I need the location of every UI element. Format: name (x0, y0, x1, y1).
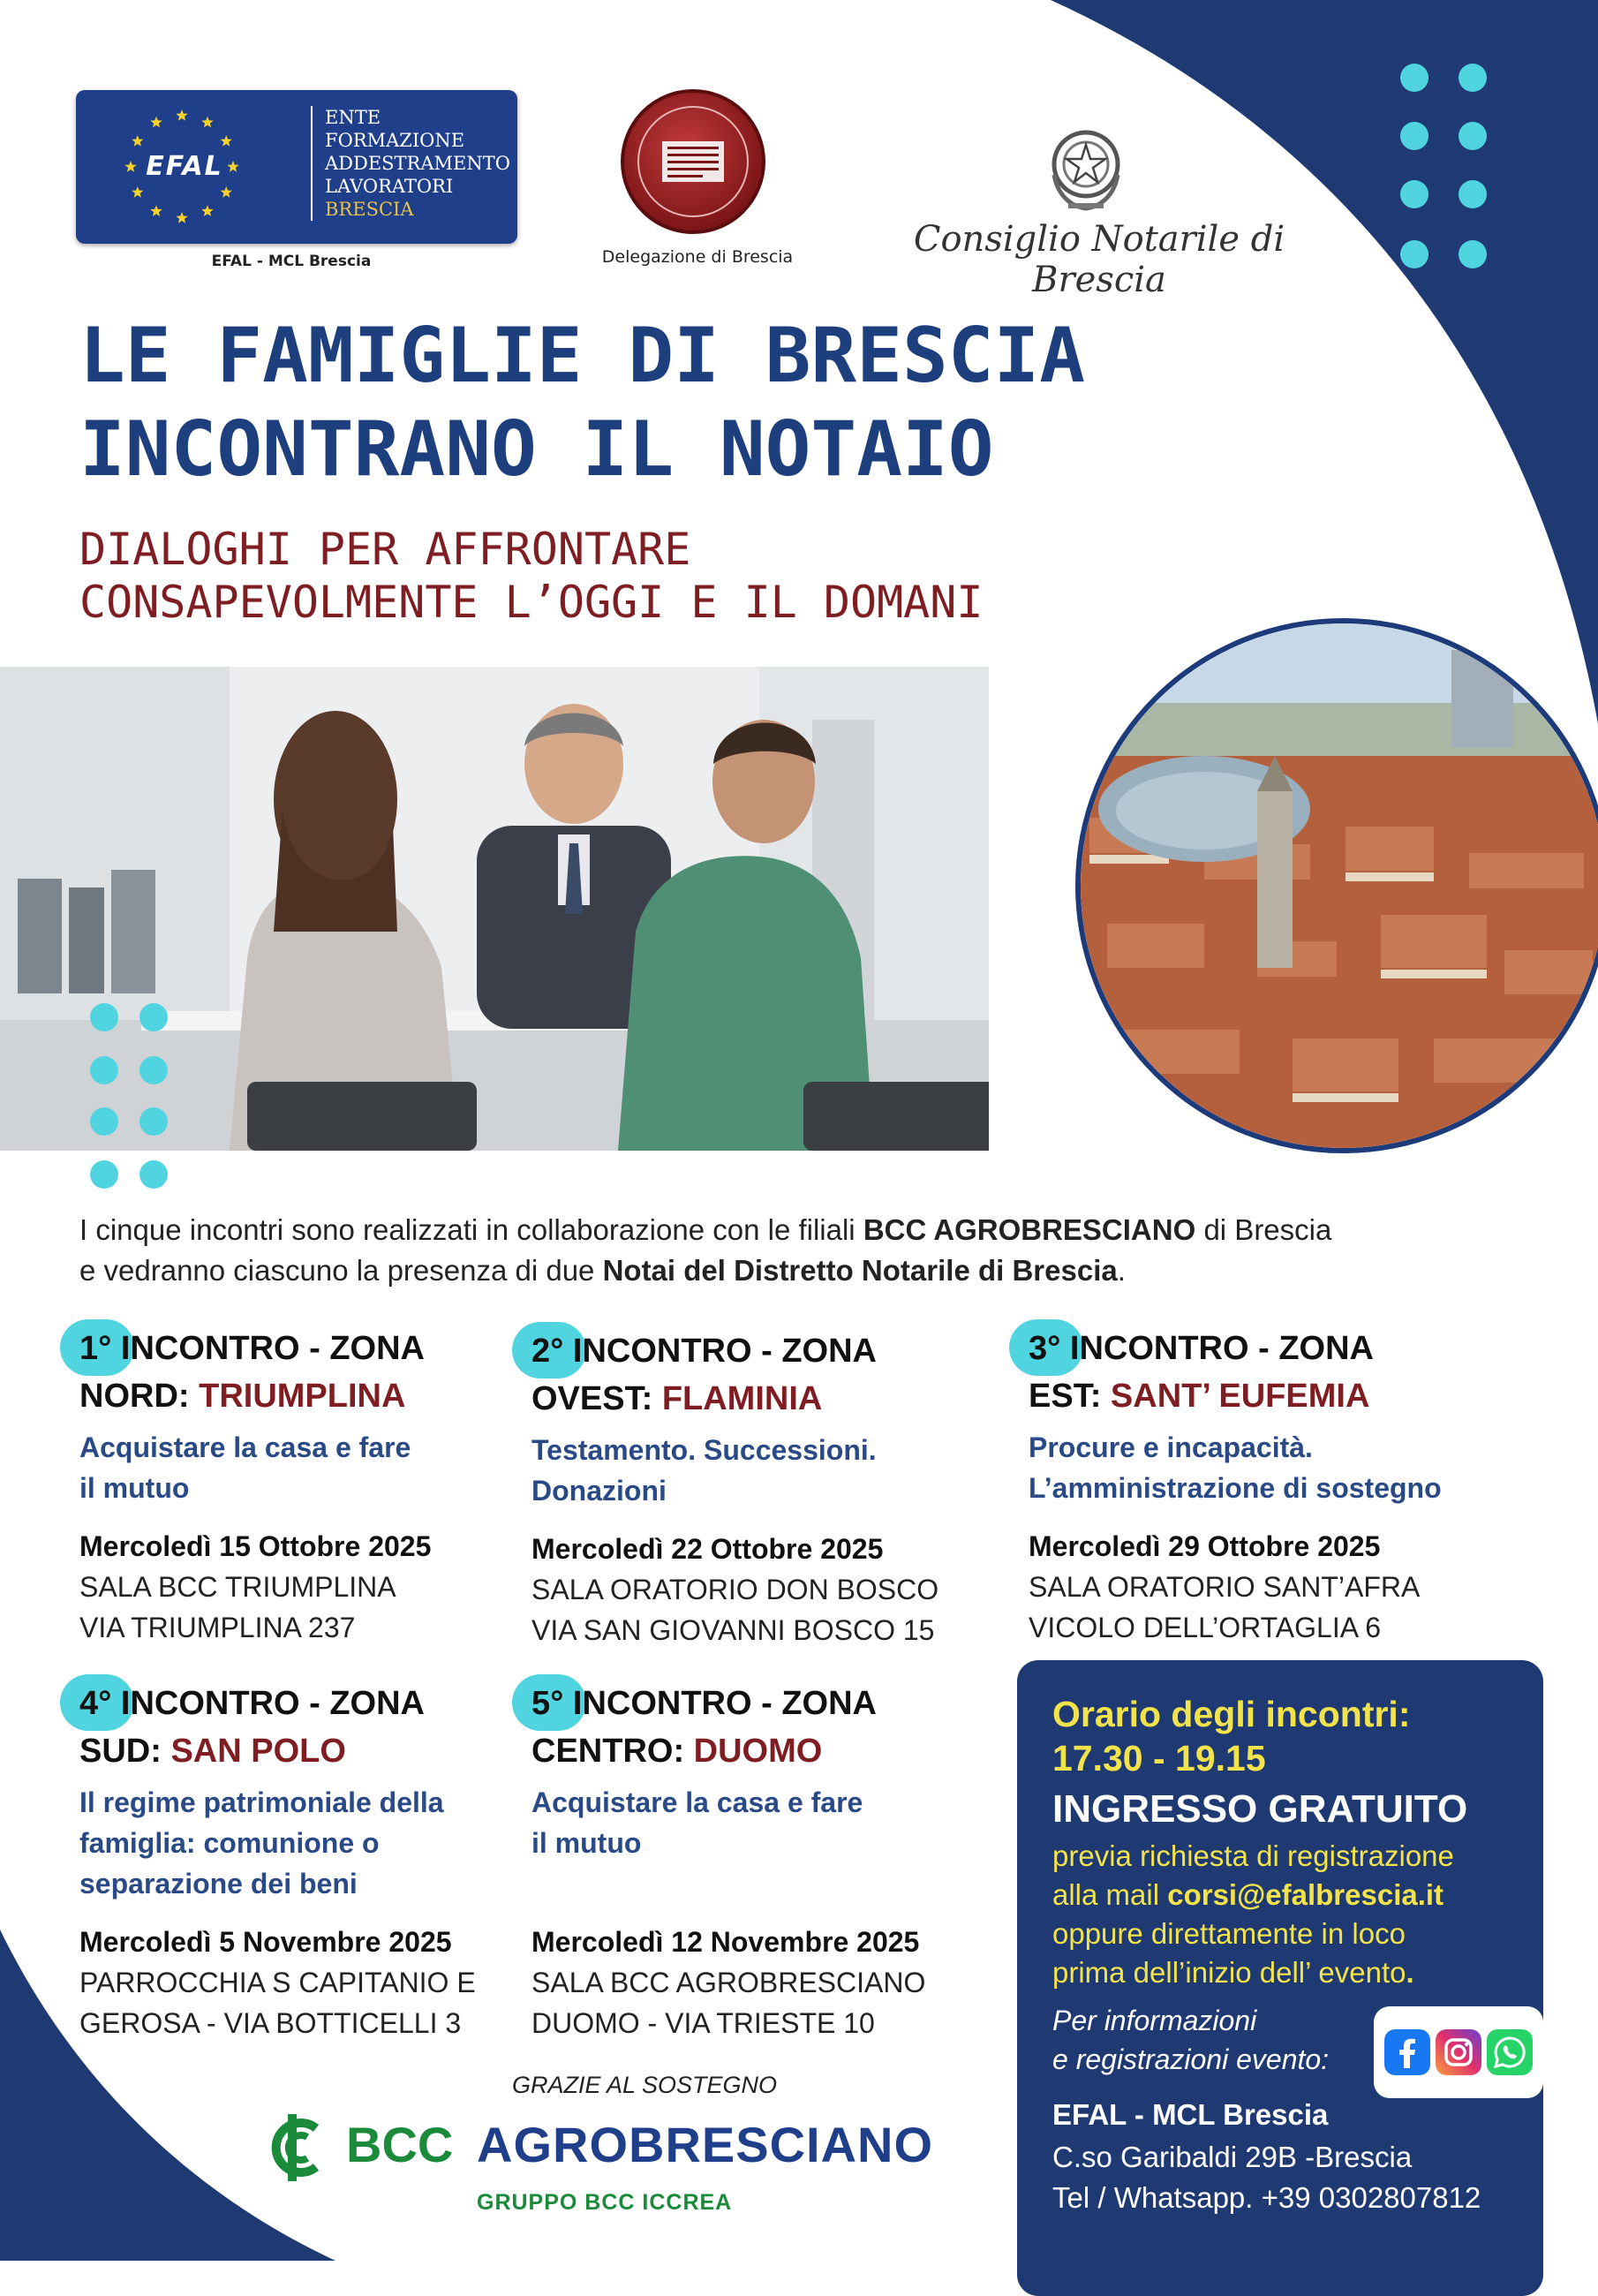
meeting-topic: Il regime patrimoniale della famiglia: comunione o separazione dei beni (79, 1786, 444, 1899)
meeting-topic: Procure e incapacità. L’amministrazione di sostegno (1029, 1431, 1442, 1504)
meeting-card-3: 3° INCONTRO - ZONA EST: SANT’ EUFEMIA Procure e incapacità. L’amministrazione di sostegno Mercoledì 29 Ottobre 2025 SALA ORATORIO SANT’AFRA VICOLO DELL’ORTAGLIA 6 (1029, 1325, 1523, 1648)
gruppo-bcc-iccrea: GRUPPO BCC ICCREA (477, 2190, 733, 2215)
istituto-seal-icon (618, 87, 768, 237)
eu-star-icon (176, 110, 187, 121)
eu-star-icon (201, 205, 213, 216)
instagram-icon[interactable] (1436, 2029, 1481, 2075)
meeting-date: Mercoledì 5 Novembre 2025 (79, 1926, 452, 1958)
contact-email[interactable]: corsi@efalbrescia.it (1167, 1878, 1444, 1911)
intro-paragraph: I cinque incontri sono realizzati in collaborazione con le filiali BCC AGROBRESCIANO di Brescia e vedranno ciascuno la presenza di due Notai del Distretto Notarile di Brescia. (79, 1213, 1332, 1287)
eu-star-icon (221, 135, 232, 147)
agrobresciano-wordmark: AGROBRESCIANO (477, 2117, 934, 2172)
consiglio-notarile-logo: Consiglio Notarile di Brescia (913, 219, 1285, 300)
efal-description: ENTE FORMAZIONE ADDESTRAMENTO LAVORATORI BRESCIA (311, 106, 519, 221)
bcc-logo-icon (261, 2112, 341, 2183)
meeting-card-4: 4° INCONTRO - ZONA SUD: SAN POLO Il regime patrimoniale della famiglia: comunione o separazione dei beni Mercoledì 5 Novembre 2025 PARROCCHIA S CAPITANIO E GEROSA - VIA BOTTICELLI 3 (79, 1680, 530, 2043)
meeting-date: Mercoledì 12 Novembre 2025 (531, 1926, 920, 1958)
efal-wordmark: EFAL (146, 151, 223, 182)
info-box (1017, 1660, 1543, 2296)
efal-logo (76, 90, 517, 244)
organizer-name: EFAL - MCL Brescia (1052, 2098, 1329, 2131)
eu-star-icon (221, 186, 232, 198)
eu-star-icon (150, 205, 162, 216)
facebook-icon[interactable] (1384, 2029, 1430, 2075)
registration-text: previa richiesta di registrazione alla mail corsi@efalbrescia.it oppure direttamente in loco prima dell’inizio dell’ evento. (1052, 1839, 1454, 1989)
meeting-card-1: 1° INCONTRO - ZONA NORD: TRIUMPLINA Acquistare la casa e fare il mutuo Mercoledì 15 Ottobre 2025 SALA BCC TRIUMPLINA VIA TRIUMPLINA 237 (79, 1325, 521, 1648)
eu-star-icon (176, 212, 187, 223)
italian-republic-emblem-icon (1042, 120, 1130, 214)
meeting-topic: Acquistare la casa e fare il mutuo (531, 1786, 863, 1859)
meeting-venue: SALA BCC TRIUMPLINA VIA TRIUMPLINA 237 (79, 1571, 396, 1643)
meeting-topic: Acquistare la casa e fare il mutuo (79, 1431, 411, 1504)
meeting-topic: Testamento. Successioni. Donazioni (531, 1434, 877, 1507)
meeting-venue: SALA ORATORIO DON BOSCO VIA SAN GIOVANNI BOSCO 15 (531, 1574, 939, 1646)
meeting-card-2: 2° INCONTRO - ZONA OVEST: FLAMINIA Testamento. Successioni. Donazioni Mercoledì 22 Ottobre 2025 SALA ORATORIO DON BOSCO VIA SAN GIOVANNI BOSCO 15 (531, 1327, 999, 1650)
meeting-venue: SALA BCC AGROBRESCIANO DUOMO - VIA TRIESTE 10 (531, 1967, 926, 2039)
organizer-address: C.so Garibaldi 29B -Brescia Tel / Whatsapp. +39 0302807812 (1052, 2141, 1481, 2214)
eu-star-icon (201, 117, 213, 128)
meeting-venue: PARROCCHIA S CAPITANIO E GEROSA - VIA BOTTICELLI 3 (79, 1967, 476, 2039)
eu-star-icon (150, 117, 162, 128)
meeting-venue: SALA ORATORIO SANT’AFRA VICOLO DELL’ORTAGLIA 6 (1029, 1571, 1421, 1643)
sponsor-caption: GRAZIE AL SOSTEGNO (511, 2072, 778, 2098)
efal-caption: EFAL - MCL Brescia (211, 253, 372, 270)
meeting-date: Mercoledì 29 Ottobre 2025 (1029, 1530, 1381, 1562)
free-entry-label: INGRESSO GRATUITO (1052, 1787, 1468, 1831)
eu-star-icon (132, 135, 143, 147)
bcc-wordmark: BCC (346, 2117, 454, 2172)
istituto-caption: Delegazione di Brescia (601, 247, 794, 267)
main-title: LE FAMIGLIE DI BRESCIA INCONTRANO IL NOTAIO (79, 312, 1086, 494)
meeting-date: Mercoledì 22 Ottobre 2025 (531, 1533, 884, 1565)
whatsapp-icon[interactable] (1487, 2029, 1533, 2075)
brescia-city-photo (1075, 618, 1598, 1153)
meeting-card-5: 5° INCONTRO - ZONA CENTRO: DUOMO Acquistare la casa e fare il mutuo Mercoledì 12 Novembre 2025 SALA BCC AGROBRESCIANO DUOMO - VIA TRIESTE 10 (531, 1680, 999, 2043)
social-icons (1374, 2006, 1543, 2098)
meeting-date: Mercoledì 15 Ottobre 2025 (79, 1530, 432, 1562)
subtitle: DIALOGHI PER AFFRONTARE CONSAPEVOLMENTE L’OGGI E IL DOMANI (79, 524, 984, 628)
schedule-text: Orario degli incontri: 17.30 - 19.15 (1052, 1694, 1411, 1779)
info-label: Per informazioni e registrazioni evento: (1052, 2005, 1330, 2075)
eu-star-icon (132, 186, 143, 198)
